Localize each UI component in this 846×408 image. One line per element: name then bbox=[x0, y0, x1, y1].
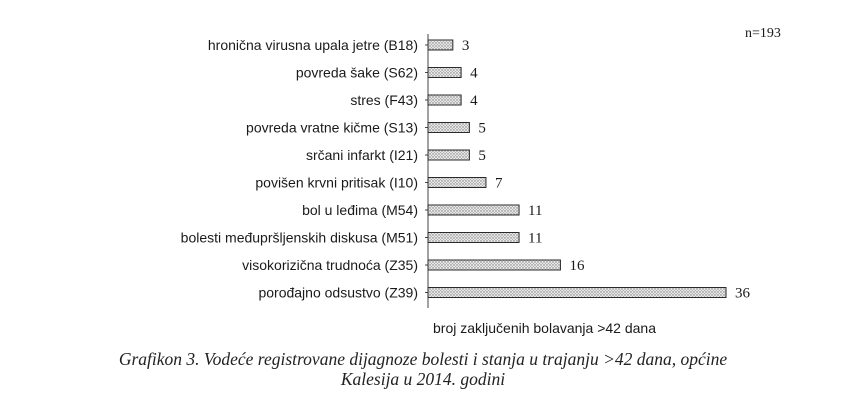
bar bbox=[428, 123, 469, 133]
figure-caption bbox=[0, 349, 846, 389]
bar bbox=[428, 205, 519, 215]
value-label: 11 bbox=[528, 203, 543, 219]
category-label: srčani infarkt (I21) bbox=[305, 147, 418, 163]
caption-line-2: Kalesija u 2014. godini bbox=[340, 369, 506, 389]
category-label: hronična virusna upala jetre (B18) bbox=[207, 37, 418, 53]
category-label: povreda vratne kičme (S13) bbox=[246, 119, 418, 136]
value-label: 5 bbox=[478, 120, 486, 137]
value-label: 11 bbox=[528, 230, 543, 247]
value-label: 7 bbox=[494, 175, 503, 192]
category-label: bolesti međupršljenskih diskusa (M51) bbox=[180, 229, 418, 246]
bar bbox=[428, 150, 469, 160]
x-axis-title: broj zaključenih bolavanja >42 dana bbox=[433, 320, 656, 336]
bar bbox=[428, 40, 453, 50]
bar bbox=[428, 68, 461, 78]
category-label: povreda šake (S62) bbox=[295, 64, 418, 81]
category-label: povišen krvni pritisak (I10) bbox=[255, 174, 418, 191]
value-label: 4 bbox=[470, 65, 478, 82]
bar bbox=[428, 233, 519, 243]
value-label: 5 bbox=[478, 148, 486, 164]
value-label: 16 bbox=[569, 258, 585, 274]
category-label: bol u leđima (M54) bbox=[302, 202, 418, 218]
value-label: 36 bbox=[735, 285, 750, 302]
value-label: 3 bbox=[461, 38, 470, 54]
sample-size-label: n=193 bbox=[745, 26, 781, 41]
value-label: 4 bbox=[470, 93, 478, 109]
bar bbox=[428, 178, 486, 188]
category-label: porođajno odsustvo (Z39) bbox=[258, 284, 418, 301]
caption-line-1: Grafikon 3. Vodeće registrovane dijagnoze bolesti i stanja u trajanju >42 dana, općine bbox=[118, 349, 728, 369]
category-label: stres (F43) bbox=[350, 92, 418, 108]
category-label: visokorizična trudnoća (Z35) bbox=[242, 257, 418, 273]
bar bbox=[428, 288, 726, 298]
bar bbox=[428, 260, 560, 270]
bar bbox=[428, 95, 461, 105]
